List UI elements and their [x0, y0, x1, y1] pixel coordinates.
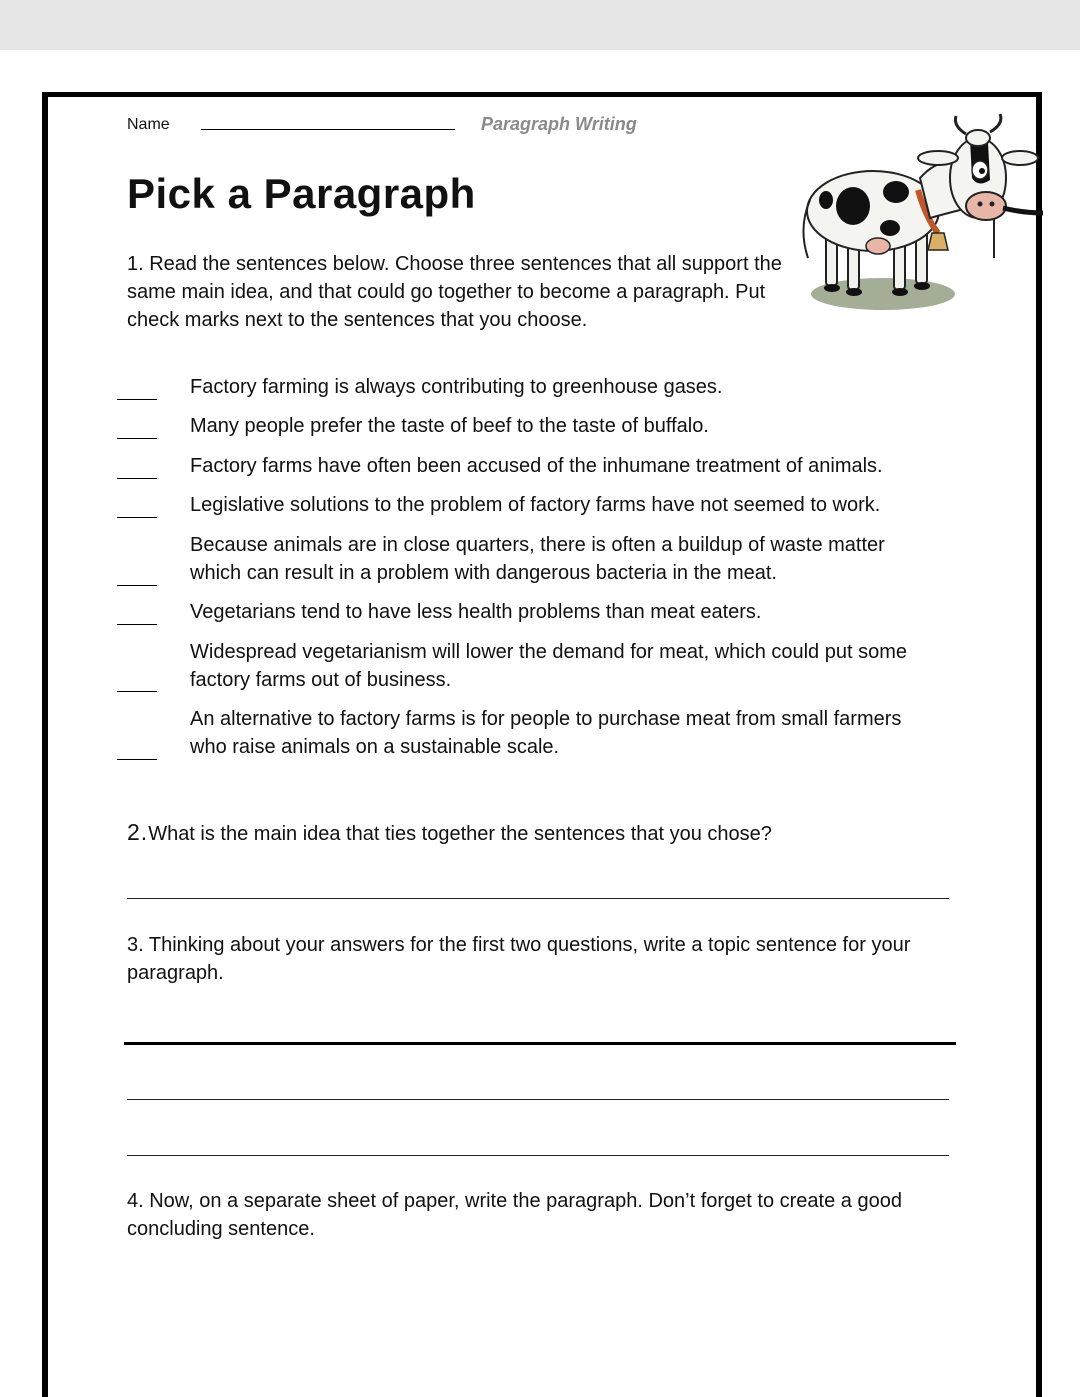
option-sentence: Many people prefer the taste of beef to the taste of buffalo. [190, 415, 709, 437]
option-sentence: Widespread vegetarianism will lower the demand for meat, which could put some factory farms out of business. [190, 641, 908, 691]
answer-line[interactable] [127, 1155, 949, 1156]
question-2 [127, 818, 947, 848]
question-2-number: 2. [127, 819, 149, 845]
question-4-prompt: 4. Now, on a separate sheet of paper, write the paragraph. Don’t forget to create a good concluding sentence. [127, 1190, 902, 1240]
checkmark-blank[interactable] [117, 759, 157, 760]
cow-icon [798, 108, 1043, 323]
option-sentence: An alternative to factory farms is for people to purchase meat from small farmers who raise animals on a sustainable scale. [190, 708, 902, 758]
checkmark-blank[interactable] [117, 478, 157, 479]
checkmark-blank[interactable] [117, 691, 157, 692]
checkmark-blank[interactable] [117, 585, 157, 586]
checkmark-blank[interactable] [117, 399, 157, 400]
top-bar [0, 0, 1080, 50]
option-sentence: Factory farming is always contributing to greenhouse gases. [190, 376, 723, 398]
checkmark-blank[interactable] [117, 517, 157, 518]
answer-line[interactable] [127, 898, 949, 899]
page-title: Pick a Paragraph [127, 170, 476, 217]
question-2-prompt: What is the main idea that ties together the sentences that you chose? [148, 823, 772, 845]
answer-line[interactable] [127, 1099, 949, 1100]
question-3-prompt: 3. Thinking about your answers for the first two questions, write a topic sentence for your paragraph. [127, 934, 911, 984]
option-sentence: Legislative solutions to the problem of factory farms have not seemed to work. [190, 494, 881, 516]
name-label: Name [127, 116, 170, 133]
option-sentence: Because animals are in close quarters, there is often a buildup of waste matter which can result in a problem with dangerous bacteria in the meat. [190, 534, 885, 584]
name-input-line[interactable] [201, 129, 455, 130]
option-sentence: Vegetarians tend to have less health problems than meat eaters. [190, 601, 762, 623]
section-label: Paragraph Writing [481, 114, 637, 134]
answer-line[interactable] [124, 1042, 956, 1045]
checkmark-blank[interactable] [117, 438, 157, 439]
option-sentence: Factory farms have often been accused of the inhumane treatment of animals. [190, 455, 883, 477]
question-1-prompt: 1. Read the sentences below. Choose three sentences that all support the same main idea, and that could go together to become a paragraph. Put check marks next to the sentences that you choose. [127, 253, 782, 331]
checkmark-blank[interactable] [117, 624, 157, 625]
